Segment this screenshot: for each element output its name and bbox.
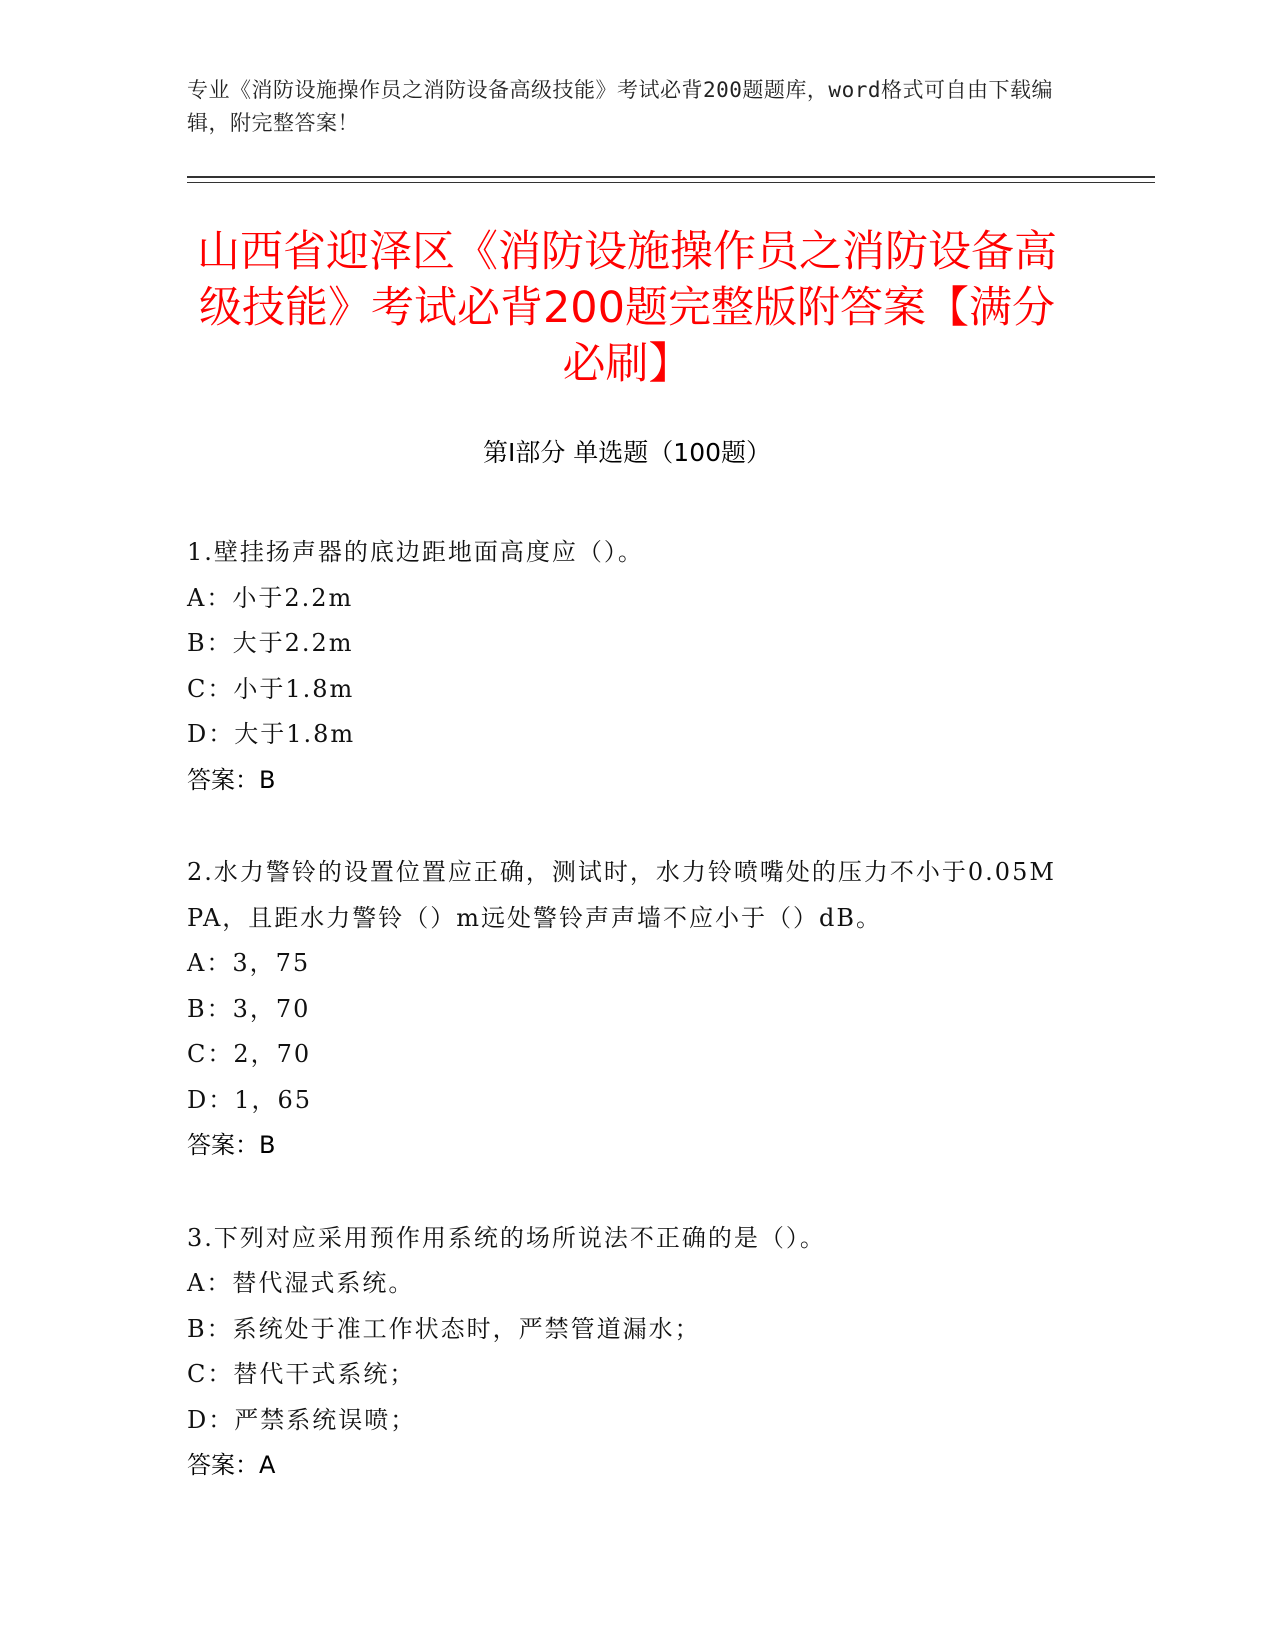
question-list <box>187 530 1067 1536</box>
option-c: C：小于1.8m <box>187 674 355 703</box>
section-title: 第Ⅰ部分 单选题（100题） <box>482 438 772 467</box>
document-title: 山西省迎泽区《消防设施操作员之消防设备高级技能》考试必背200题完整版附答案【满分必刷】 <box>197 227 1057 389</box>
header-divider-thin <box>187 182 1155 183</box>
header-note: 专业《消防设施操作员之消防设备高级技能》考试必背200题题库，word格式可自由下载编辑，附完整答案！ <box>187 78 1053 135</box>
answer-line: 答案：B <box>187 765 276 794</box>
option-d: D：1，65 <box>187 1085 313 1114</box>
option-a: A：替代湿式系统。 <box>187 1269 415 1297</box>
option-b: B：3，70 <box>187 994 311 1023</box>
question-stem: 2.水力警铃的设置位置应正确，测试时，水力铃喷嘴处的压力不小于0.05MPA，且距水力警铃（）m远处警铃声声墙不应小于（）dB。 <box>187 858 1056 932</box>
option-a: A：3，75 <box>187 949 311 977</box>
question-2 <box>187 850 1067 1169</box>
option-d: D：大于1.8m <box>187 720 356 748</box>
option-a: A：小于2.2m <box>187 583 354 612</box>
header-divider-thick <box>187 176 1155 178</box>
option-b: B：系统处于准工作状态时，严禁管道漏水； <box>187 1314 701 1343</box>
option-d: D：严禁系统误喷； <box>187 1405 417 1434</box>
answer-line: 答案：B <box>187 1131 276 1159</box>
option-c: C：2，70 <box>187 1040 312 1068</box>
question-1 <box>187 530 1067 803</box>
option-b: B：大于2.2m <box>187 629 354 657</box>
question-3 <box>187 1216 1067 1489</box>
question-stem: 3.下列对应采用预作用系统的场所说法不正确的是（）。 <box>187 1223 826 1252</box>
question-stem: 1.壁挂扬声器的底边距地面高度应（）。 <box>187 538 644 566</box>
option-c: C：替代干式系统； <box>187 1360 416 1388</box>
answer-line: 答案：A <box>187 1451 276 1479</box>
